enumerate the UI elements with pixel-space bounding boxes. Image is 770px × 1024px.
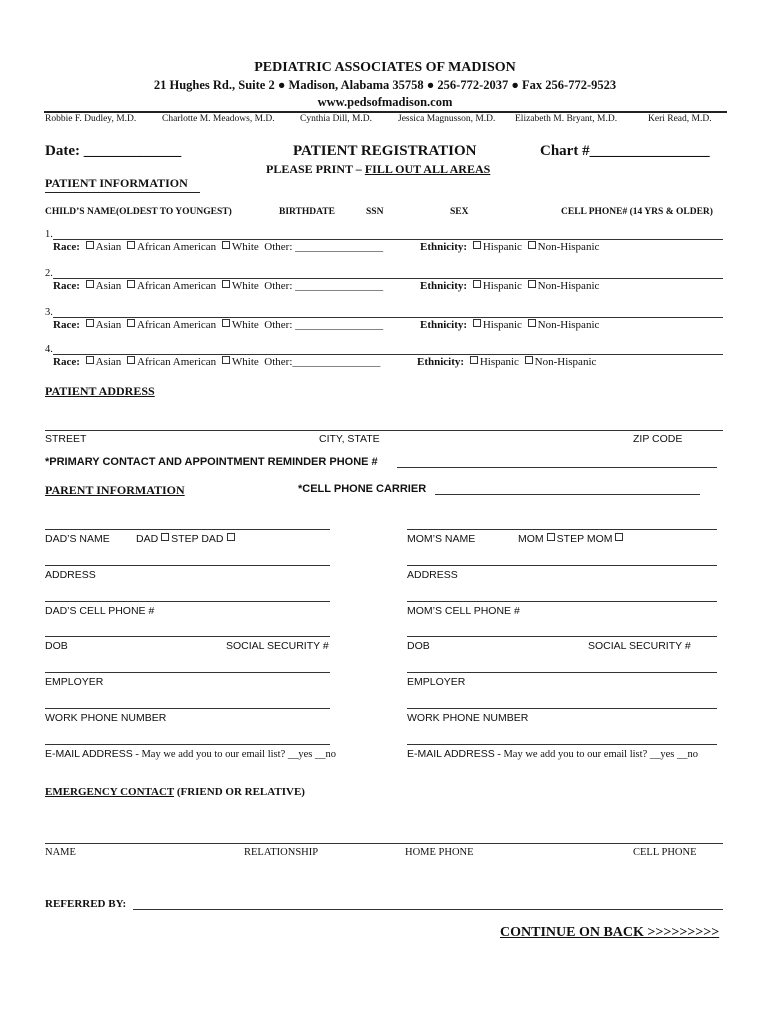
mom-work-label: WORK PHONE NUMBER <box>407 712 529 724</box>
race-african-american: African American <box>137 356 217 368</box>
ethnicity-hispanic: Hispanic <box>482 280 522 292</box>
emergency-home-phone-label: HOME PHONE <box>405 847 474 858</box>
race-asian: Asian <box>95 319 122 331</box>
col-cell-phone: CELL PHONE# (14 YRS & OLDER) <box>561 207 713 217</box>
checkbox-icon[interactable] <box>528 241 536 249</box>
primary-contact-line[interactable] <box>397 467 717 468</box>
checkbox-icon[interactable] <box>528 319 536 327</box>
step-mom-option: STEP MOM <box>556 533 613 545</box>
ethnicity-label: Ethnicity: <box>420 241 468 253</box>
child-info-line[interactable] <box>53 239 723 240</box>
race-other[interactable]: Other: ________________ <box>264 280 384 292</box>
checkbox-icon[interactable] <box>127 241 135 249</box>
race-white: White <box>231 356 259 368</box>
dad-name-label: DAD’S NAME <box>45 533 110 545</box>
row-number: 2. <box>45 268 53 279</box>
checkbox-icon[interactable] <box>473 241 481 249</box>
checkbox-icon[interactable] <box>525 356 533 364</box>
emergency-name-label: NAME <box>45 847 76 858</box>
emergency-contact-heading <box>45 786 305 798</box>
race-options <box>53 319 383 331</box>
checkbox-icon[interactable] <box>473 280 481 288</box>
ethnicity-options <box>417 356 596 368</box>
race-other[interactable]: Other:________________ <box>264 356 381 368</box>
race-other[interactable]: Other: ________________ <box>264 319 384 331</box>
checkbox-icon[interactable] <box>473 319 481 327</box>
cell-carrier-label: *CELL PHONE CARRIER <box>298 483 427 495</box>
primary-contact-label: *PRIMARY CONTACT AND APPOINTMENT REMINDER PHONE # <box>45 456 378 468</box>
dad-email-list-question[interactable]: - May we add you to our email list? __yes __no <box>135 749 336 760</box>
dad-work-label: WORK PHONE NUMBER <box>45 712 167 724</box>
race-options <box>53 280 383 292</box>
row-number: 1. <box>45 229 53 240</box>
practice-website: www.pedsofmadison.com <box>317 95 453 109</box>
race-african-american: African American <box>137 319 217 331</box>
dad-dob-line[interactable] <box>45 636 330 637</box>
header-rule <box>44 111 727 113</box>
dad-email-text: E-MAIL ADDRESS <box>45 748 133 760</box>
mom-address-label: ADDRESS <box>407 569 458 581</box>
col-child-name: CHILD’S NAME(OLDEST TO YOUNGEST) <box>45 207 232 217</box>
race-african-american: African American <box>137 241 217 253</box>
checkbox-icon[interactable] <box>227 533 235 541</box>
zip-code-label: ZIP CODE <box>633 433 683 445</box>
dad-dob-label: DOB <box>45 640 68 652</box>
mom-email-line[interactable] <box>407 744 717 745</box>
dad-cell-line[interactable] <box>45 601 330 602</box>
ethnicity-non-hispanic: Non-Hispanic <box>537 280 600 292</box>
checkbox-icon[interactable] <box>127 356 135 364</box>
emergency-relationship-label: RELATIONSHIP <box>244 847 319 858</box>
dad-employer-label: EMPLOYER <box>45 676 104 688</box>
checkbox-icon[interactable] <box>615 533 623 541</box>
mom-work-line[interactable] <box>407 708 717 709</box>
doctor-name: Jessica Magnusson, M.D. <box>398 114 496 124</box>
checkbox-icon[interactable] <box>161 533 169 541</box>
ethnicity-options <box>420 241 599 253</box>
dad-name-line[interactable] <box>45 529 330 530</box>
continue-on-back: CONTINUE ON BACK >>>>>>>>> <box>500 925 720 940</box>
emergency-contact-line[interactable] <box>45 843 723 844</box>
checkbox-icon[interactable] <box>470 356 478 364</box>
please-print-text: PLEASE PRINT – <box>266 162 362 176</box>
mom-name-line[interactable] <box>407 529 717 530</box>
dad-address-line[interactable] <box>45 565 330 566</box>
emergency-cell-phone-label: CELL PHONE <box>633 847 697 858</box>
patient-address-heading: PATIENT ADDRESS <box>45 384 155 398</box>
checkbox-icon[interactable] <box>127 280 135 288</box>
heading-underline <box>45 192 200 193</box>
checkbox-icon[interactable] <box>86 356 94 364</box>
practice-address: 21 Hughes Rd., Suite 2 ● Madison, Alabama 35758 ● 256-772-2037 ● Fax 256-772-9523 <box>153 78 617 92</box>
ethnicity-label: Ethnicity: <box>420 319 468 331</box>
step-dad-option: STEP DAD <box>171 533 224 545</box>
race-label: Race: <box>53 356 80 368</box>
ethnicity-hispanic: Hispanic <box>482 319 522 331</box>
ethnicity-non-hispanic: Non-Hispanic <box>537 319 600 331</box>
ethnicity-label: Ethnicity: <box>417 356 465 368</box>
mom-option: MOM <box>518 533 544 545</box>
print-instruction <box>266 162 490 177</box>
ethnicity-label: Ethnicity: <box>420 280 468 292</box>
dad-email-label <box>45 748 336 760</box>
doctor-name: Charlotte M. Meadows, M.D. <box>162 114 275 124</box>
row-number: 3. <box>45 307 53 318</box>
referred-by-line[interactable] <box>133 909 723 910</box>
form-title: PATIENT REGISTRATION <box>293 143 477 159</box>
ethnicity-hispanic: Hispanic <box>482 241 522 253</box>
race-asian: Asian <box>95 356 122 368</box>
checkbox-icon[interactable] <box>547 533 555 541</box>
doctor-name: Cynthia Dill, M.D. <box>300 114 373 124</box>
dad-work-line[interactable] <box>45 708 330 709</box>
city-state-label: CITY, STATE <box>319 433 380 445</box>
practice-name: PEDIATRIC ASSOCIATES OF MADISON <box>254 60 516 75</box>
race-white: White <box>231 319 259 331</box>
mom-email-label <box>407 748 698 760</box>
checkbox-icon[interactable] <box>127 319 135 327</box>
race-other[interactable]: Other: ________________ <box>264 241 384 253</box>
mom-email-list-question[interactable]: - May we add you to our email list? __yes __no <box>497 749 698 760</box>
checkbox-icon[interactable] <box>222 241 230 249</box>
emergency-contact-title: EMERGENCY CONTACT <box>45 786 175 798</box>
ethnicity-hispanic: Hispanic <box>479 356 519 368</box>
race-white: White <box>231 241 259 253</box>
mom-dob-line[interactable] <box>407 636 717 637</box>
race-white: White <box>231 280 259 292</box>
race-label: Race: <box>53 241 80 253</box>
race-label: Race: <box>53 319 80 331</box>
date-field-label[interactable]: Date: _____________ <box>45 143 182 159</box>
race-label: Race: <box>53 280 80 292</box>
mom-relation-options <box>518 533 625 545</box>
emergency-contact-sub: (FRIEND OR RELATIVE) <box>176 786 305 798</box>
race-options <box>53 356 380 368</box>
col-sex: SEX <box>450 207 469 217</box>
referred-by-label: REFERRED BY: <box>45 898 127 910</box>
checkbox-icon[interactable] <box>86 319 94 327</box>
mom-employer-label: EMPLOYER <box>407 676 466 688</box>
dad-employer-line[interactable] <box>45 672 330 673</box>
dad-address-label: ADDRESS <box>45 569 96 581</box>
street-label: STREET <box>45 433 87 445</box>
ethnicity-non-hispanic: Non-Hispanic <box>534 356 597 368</box>
address-line[interactable] <box>45 430 723 431</box>
mom-name-label: MOM’S NAME <box>407 533 476 545</box>
checkbox-icon[interactable] <box>222 356 230 364</box>
checkbox-icon[interactable] <box>528 280 536 288</box>
dad-relation-options <box>136 533 237 545</box>
mom-cell-label: MOM’S CELL PHONE # <box>407 605 520 617</box>
dad-ssn-label: SOCIAL SECURITY # <box>226 640 329 652</box>
ethnicity-options <box>420 280 599 292</box>
checkbox-icon[interactable] <box>222 319 230 327</box>
parent-info-heading: PARENT INFORMATION <box>45 483 185 497</box>
race-african-american: African American <box>137 280 217 292</box>
col-birthdate: BIRTHDATE <box>279 207 335 217</box>
col-ssn: SSN <box>366 207 384 217</box>
mom-ssn-label: SOCIAL SECURITY # <box>588 640 691 652</box>
mom-dob-label: DOB <box>407 640 430 652</box>
child-info-line[interactable] <box>53 278 723 279</box>
checkbox-icon[interactable] <box>86 280 94 288</box>
race-options <box>53 241 383 253</box>
dad-option: DAD <box>136 533 159 545</box>
dad-cell-label: DAD’S CELL PHONE # <box>45 605 155 617</box>
race-asian: Asian <box>95 241 122 253</box>
row-number: 4. <box>45 344 53 355</box>
doctor-name: Robbie F. Dudley, M.D. <box>45 114 137 124</box>
mom-cell-line[interactable] <box>407 601 717 602</box>
mom-employer-line[interactable] <box>407 672 717 673</box>
child-info-line[interactable] <box>53 354 723 355</box>
fill-out-text: FILL OUT ALL AREAS <box>364 162 491 176</box>
ethnicity-non-hispanic: Non-Hispanic <box>537 241 600 253</box>
cell-carrier-line[interactable] <box>435 494 700 495</box>
child-info-line[interactable] <box>53 317 723 318</box>
mom-address-line[interactable] <box>407 565 717 566</box>
patient-info-heading: PATIENT INFORMATION <box>45 176 188 190</box>
mom-email-text: E-MAIL ADDRESS <box>407 748 495 760</box>
doctor-name: Elizabeth M. Bryant, M.D. <box>515 114 618 124</box>
dad-email-line[interactable] <box>45 744 330 745</box>
ethnicity-options <box>420 319 599 331</box>
checkbox-icon[interactable] <box>222 280 230 288</box>
chart-number-field[interactable]: Chart #________________ <box>540 143 710 159</box>
race-asian: Asian <box>95 280 122 292</box>
doctor-name: Keri Read, M.D. <box>648 114 712 124</box>
checkbox-icon[interactable] <box>86 241 94 249</box>
